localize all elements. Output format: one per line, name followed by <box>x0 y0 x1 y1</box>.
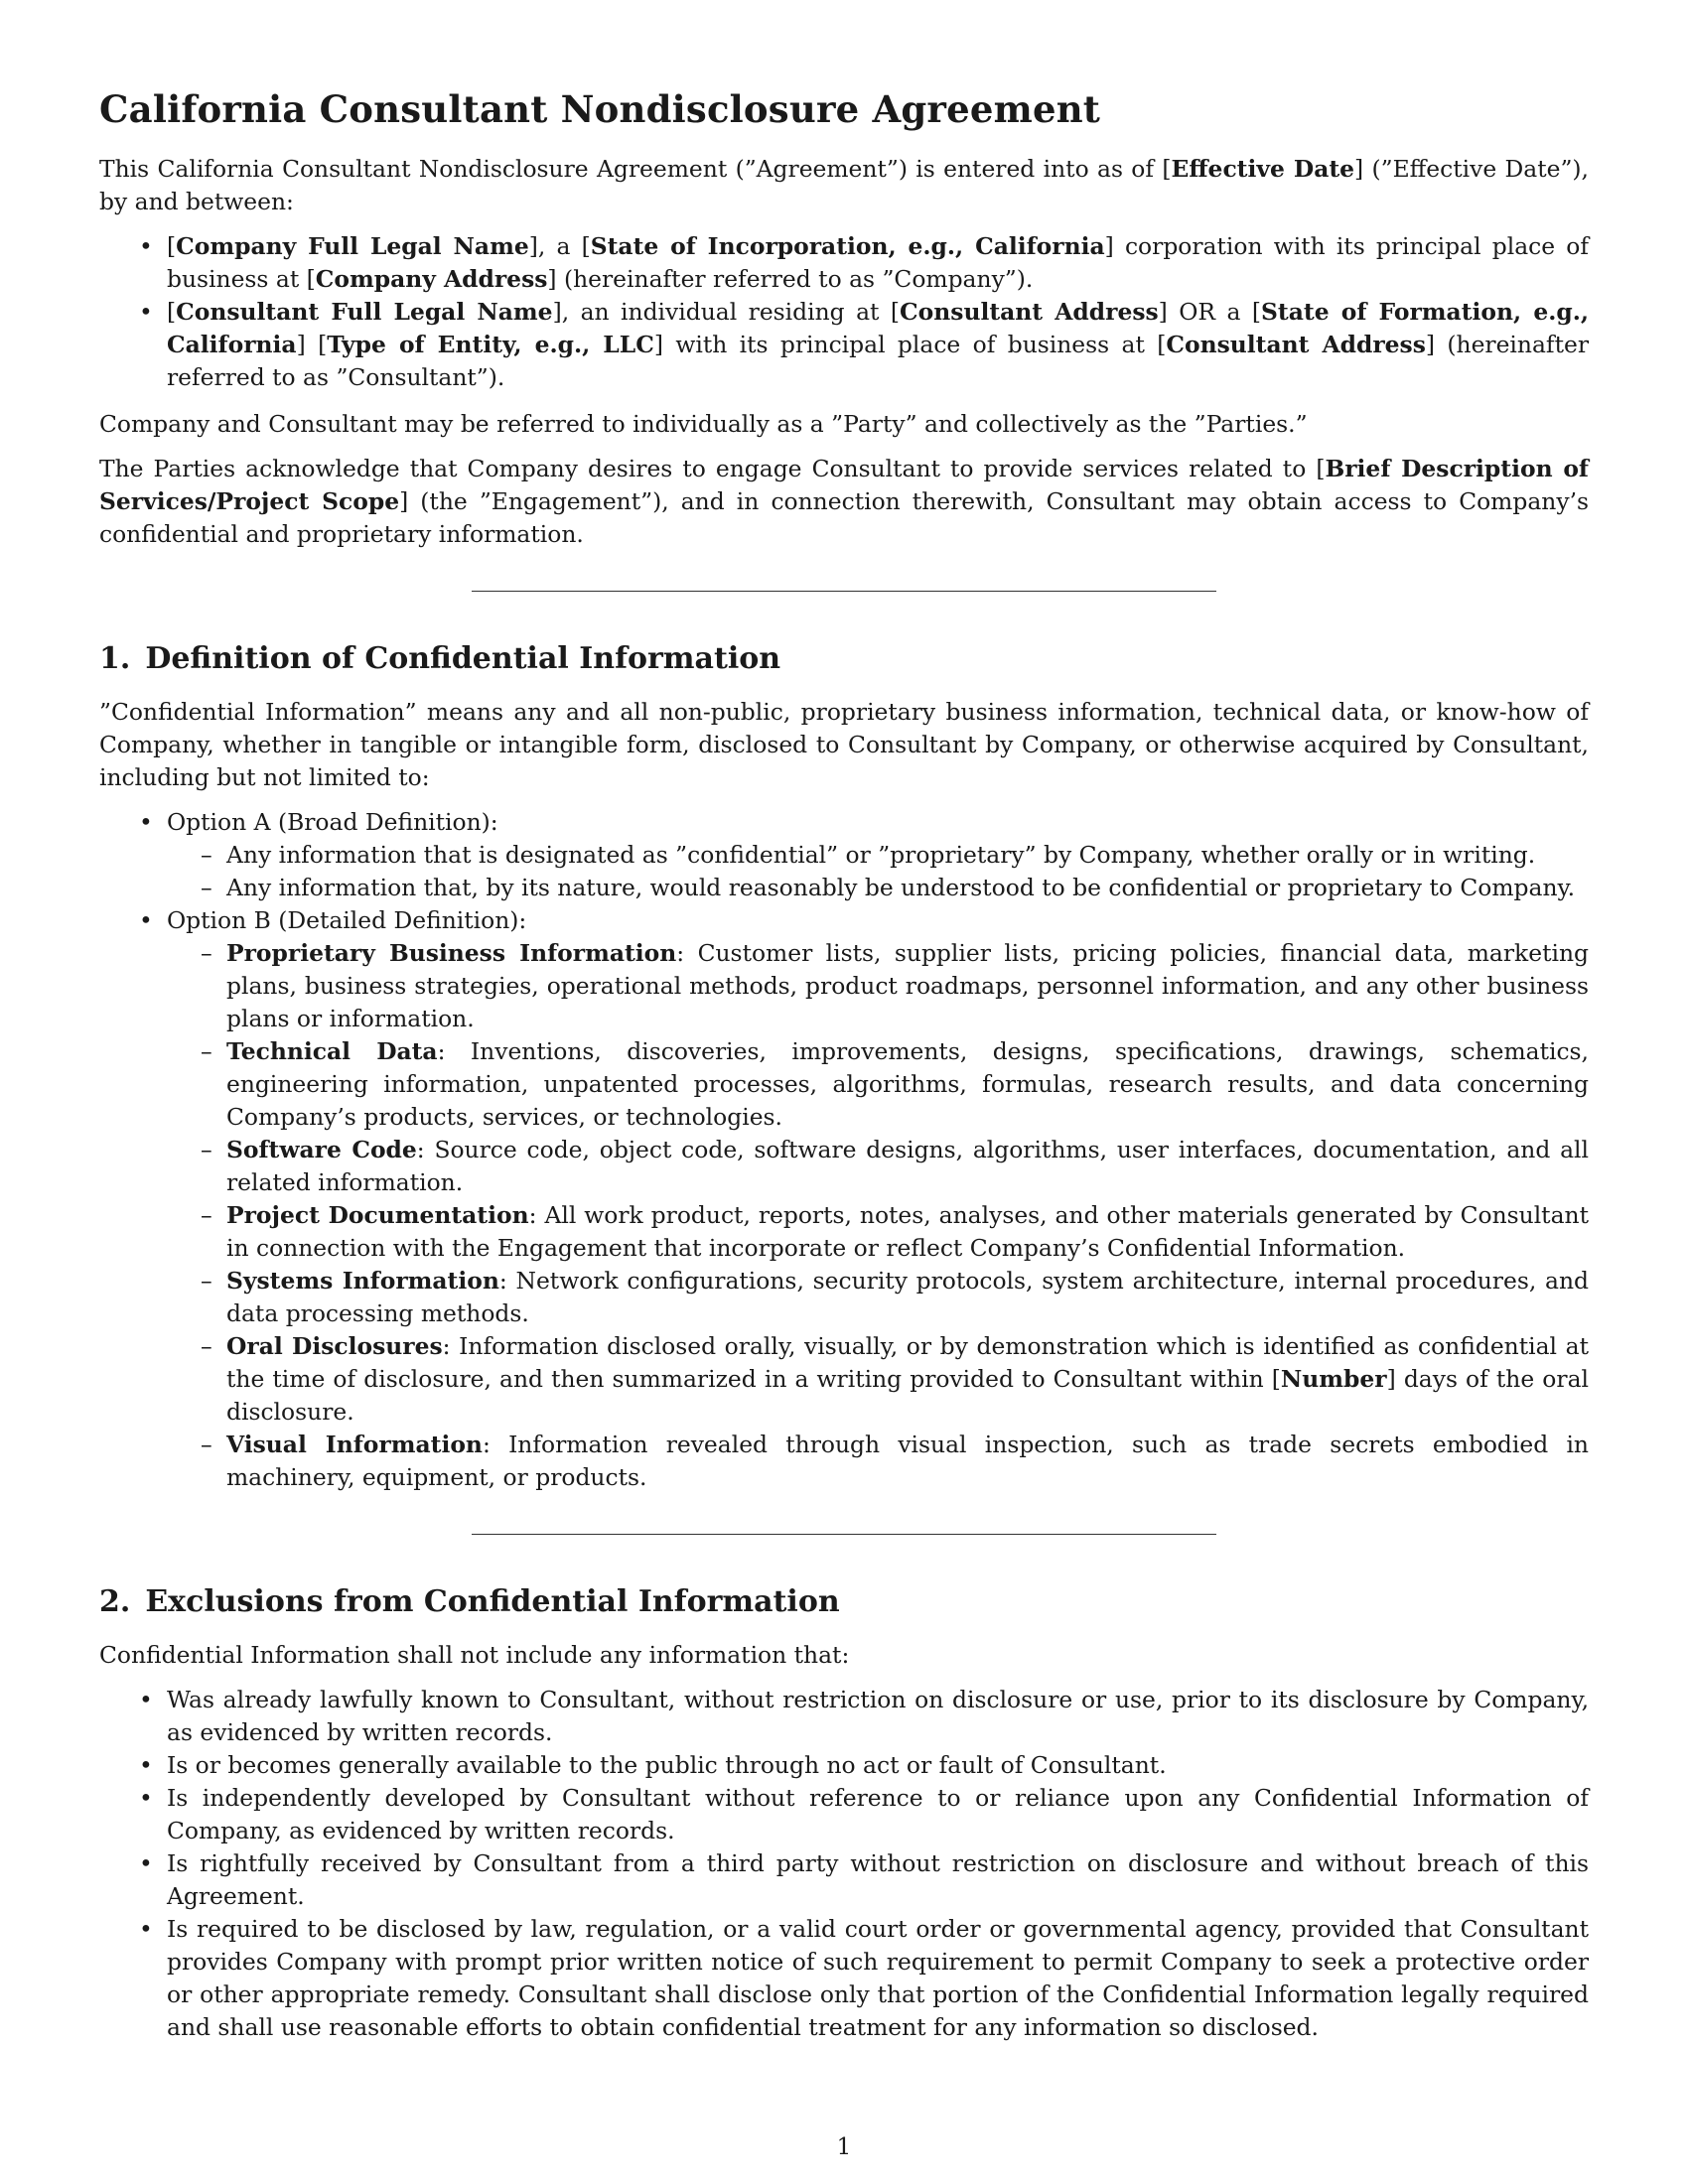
company-name-placeholder: Company Full Legal Name <box>176 232 529 260</box>
list-item: • Was already lawfully known to Consultant, without restriction on disclosure or use, prior to its disclosure by Company, as evidenced by written records. <box>167 1684 1589 1749</box>
option-b-label: Option B (Detailed Definition): <box>167 906 527 934</box>
section-divider <box>472 1534 1216 1535</box>
text: ] OR a [ <box>1158 298 1262 326</box>
consultant-business-address-placeholder: Consultant Address <box>1166 331 1426 358</box>
text: ] [ <box>296 331 328 358</box>
list-item <box>226 1199 1589 1265</box>
intro-paragraph <box>99 153 1589 218</box>
list-item: • Is rightfully received by Consultant from a third party without restriction on disclosure and without breach of this Agreement. <box>167 1847 1589 1913</box>
term: Project Documentation <box>226 1201 529 1229</box>
text: ], an individual residing at [ <box>552 298 901 326</box>
list-item <box>226 1330 1589 1429</box>
section-2-heading: 2. Exclusions from Confidential Information <box>99 1584 840 1619</box>
consultant-address-placeholder: Consultant Address <box>900 298 1159 326</box>
term: Oral Disclosures <box>226 1332 443 1360</box>
option-a-items <box>167 839 1589 904</box>
page-number: 1 <box>836 2134 852 2160</box>
section-1-intro: ”Confidential Information” means any and all non-public, proprietary business information, technical data, or know-how of Company, whether in tangible or intangible form, disclosed to Consultant by Company, or otherwise acquired by Consultant, including but not limited to: <box>99 698 1589 791</box>
parties-note: Company and Consultant may be referred to individually as a ”Party” and collectively as the ”Parties.” <box>99 410 1308 438</box>
text: ] (hereinafter referred to as ”Company”). <box>547 265 1034 293</box>
text: The Parties acknowledge that Company desires to engage Consultant to provide services related to [ <box>99 455 1326 482</box>
exclusions-list <box>99 1684 1589 2044</box>
text: [ <box>167 232 177 260</box>
document-title: California Consultant Nondisclosure Agreement <box>99 87 1101 131</box>
text: [ <box>167 298 177 326</box>
section-divider <box>472 591 1216 592</box>
term: Software Code <box>226 1136 417 1163</box>
list-item: • Is or becomes generally available to the public through no act or fault of Consultant. <box>167 1749 1589 1782</box>
definition: : All work product, reports, notes, analyses, and other materials generated by Consultant in connection with the Engagement that incorporate or reflect Company’s Confidential Information. <box>226 1201 1589 1262</box>
list-item <box>226 1429 1589 1494</box>
intro-text: This California Consultant Nondisclosure Agreement (”Agreement”) is entered into as of [ <box>99 155 1172 183</box>
term: Technical Data <box>226 1037 438 1065</box>
list-item: – Any information that is designated as ”confidential” or ”proprietary” by Company, whether orally or in writing. <box>226 839 1589 872</box>
list-item <box>226 1134 1589 1199</box>
list-item: – Any information that, by its nature, would reasonably be understood to be confidential or proprietary to Company. <box>226 872 1589 904</box>
engagement-paragraph <box>99 453 1589 551</box>
definition: : Source code, object code, software designs, algorithms, user interfaces, documentation, and all related information. <box>226 1136 1589 1196</box>
definition: : Information revealed through visual inspection, such as trade secrets embodied in machinery, equipment, or products. <box>226 1431 1589 1491</box>
term: Visual Information <box>226 1431 483 1458</box>
definition: : Information disclosed orally, visually, or by demonstration which is identified as confidential at the time of disclosure, and then summarized in a writing provided to Consultant within [ <box>226 1332 1589 1393</box>
party-consultant <box>167 296 1589 394</box>
text: ], a [ <box>528 232 591 260</box>
option-a-label: Option A (Broad Definition): <box>167 808 498 836</box>
company-address-placeholder: Company Address <box>315 265 548 293</box>
effective-date-placeholder: Effective Date <box>1171 155 1355 183</box>
list-item: • Is required to be disclosed by law, regulation, or a valid court order or governmental agency, provided that Consultant provides Company with prompt prior written notice of such requirement to permit Company to seek a protective order or other appropriate remedy. Consultant shall disclose only that portion of the Confidential Information legally required and shall use reasonable efforts to obtain confidential treatment for any information so disclosed. <box>167 1913 1589 2044</box>
document-page <box>99 87 1589 2058</box>
option-b <box>167 904 1589 1494</box>
text: ] with its principal place of business at [ <box>653 331 1167 358</box>
text: ] (the ”Engagement”), and in connection therewith, Consultant may obtain access to Company’s confidential and proprietary information. <box>99 487 1590 548</box>
state-of-formation-placeholder: State of Formation, e.g., California <box>167 298 1589 358</box>
section-1-heading: 1. Definition of Confidential Information <box>99 641 781 676</box>
consultant-name-placeholder: Consultant Full Legal Name <box>176 298 553 326</box>
section-2-intro: Confidential Information shall not include any information that: <box>99 1641 850 1669</box>
list-item <box>226 1035 1589 1134</box>
list-item: • Is independently developed by Consultant without reference to or reliance upon any Confidential Information of Company, as evidenced by written records. <box>167 1782 1589 1847</box>
definition-options-list <box>99 806 1589 1494</box>
option-b-items <box>167 937 1589 1494</box>
list-item <box>226 937 1589 1035</box>
number-placeholder: Number <box>1280 1365 1387 1393</box>
definition: : Network configurations, security protocols, system architecture, internal procedures, and data processing methods. <box>226 1267 1590 1327</box>
list-item <box>226 1265 1589 1330</box>
definition: : Inventions, discoveries, improvements, designs, specifications, drawings, schematics, engineering information, unpatented processes, algorithms, formulas, research results, and data concerning Company’s products, services, or technologies. <box>226 1037 1589 1131</box>
definition: ] days of the oral disclosure. <box>226 1365 1589 1426</box>
term: Proprietary Business Information <box>226 939 677 967</box>
party-company <box>167 230 1589 296</box>
state-of-incorporation-placeholder: State of Incorporation, e.g., California <box>590 232 1105 260</box>
services-description-placeholder: Brief Description of Services/Project Scope <box>99 455 1589 515</box>
term: Systems Information <box>226 1267 499 1295</box>
text: ] (hereinafter referred to as ”Consultant”). <box>167 331 1590 391</box>
intro-text: ] (”Effective Date”), by and between: <box>99 155 1589 215</box>
text: ] corporation with its principal place of business at [ <box>167 232 1589 293</box>
option-a <box>167 806 1589 904</box>
entity-type-placeholder: Type of Entity, e.g., LLC <box>327 331 654 358</box>
definition: : Customer lists, supplier lists, pricing policies, financial data, marketing plans, business strategies, operational methods, product roadmaps, personnel information, and any other business plans or information. <box>226 939 1589 1032</box>
parties-list <box>99 230 1589 394</box>
